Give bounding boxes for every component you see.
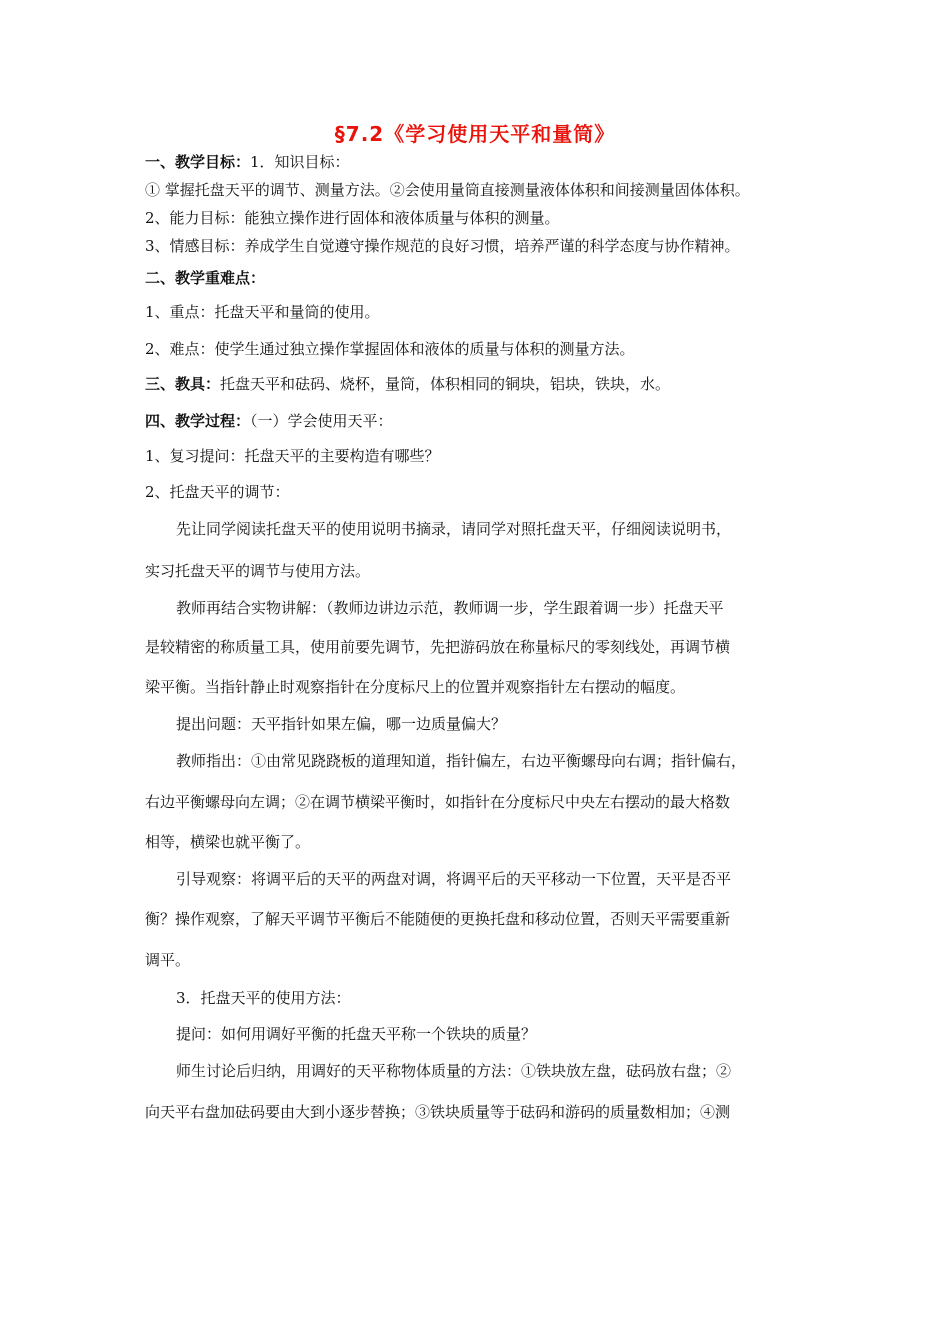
section-heading-goals	[145, 152, 350, 172]
text-line: 3．托盘天平的使用方法：	[176, 989, 351, 1007]
text-line: 引导观察：将调平后的天平的两盘对调，将调平后的天平移动一下位置，天平是否平	[176, 870, 732, 888]
heading-label: 一、教学目标：	[145, 153, 251, 171]
text-line: 2、托盘天平的调节：	[145, 483, 290, 501]
text-line: 师生讨论后归纳，用调好的天平称物体质量的方法：①铁块放左盘，砝码放右盘；②	[176, 1062, 732, 1080]
text-line: 相等，横梁也就平衡了。	[145, 833, 311, 851]
text-line: 提出问题：天平指针如果左偏，哪一边质量偏大？	[176, 715, 507, 733]
section-heading-process	[145, 411, 393, 431]
text-line: 是较精密的称质量工具，使用前要先调节，先把游码放在称量标尺的零刻线处，再调节横	[145, 638, 731, 656]
section-heading-key-points: 二、教学重难点：	[145, 269, 266, 287]
text-line: 右边平衡螺母向左调；②在调节横梁平衡时，如指针在分度标尺中央左右摆动的最大格数	[145, 793, 731, 811]
text-line: 教师再结合实物讲解：（教师边讲边示范，教师调一步，学生跟着调一步）托盘天平	[176, 599, 724, 617]
text-line: 向天平右盘加砝码要由大到小逐步替换；③铁块质量等于砝码和游码的质量数相加；④测	[145, 1103, 731, 1121]
text-line: 先让同学阅读托盘天平的使用说明书摘录，请同学对照托盘天平，仔细阅读说明书，	[176, 520, 732, 538]
heading-rest: 托盘天平和砝码、烧杯，量筒，体积相同的铜块，铝块，铁块，水。	[220, 375, 671, 393]
heading-rest: （一）学会使用天平：	[250, 412, 393, 430]
text-line: 提问：如何用调好平衡的托盘天平称一个铁块的质量？	[176, 1025, 537, 1043]
text-line: 教师指出：①由常见跷跷板的道理知道，指针偏左，右边平衡螺母向右调；指针偏右，	[176, 752, 747, 770]
section-heading-equipment	[145, 374, 670, 394]
text-line: 2、难点：使学生通过独立操作掌握固体和液体的质量与体积的测量方法。	[145, 340, 635, 358]
text-line: 1、重点：托盘天平和量筒的使用。	[145, 303, 380, 321]
text-line: 1、复习提问：托盘天平的主要构造有哪些？	[145, 447, 440, 465]
text-line: 调平。	[145, 951, 191, 969]
text-line: 3、情感目标：养成学生自觉遵守操作规范的良好习惯，培养严谨的科学态度与协作精神。	[145, 237, 740, 255]
text-line: 梁平衡。当指针静止时观察指针在分度标尺上的位置并观察指针左右摆动的幅度。	[145, 678, 686, 696]
heading-label: 三、教具：	[145, 375, 221, 393]
text-line: 衡？操作观察，了解天平调节平衡后不能随便的更换托盘和移动位置，否则天平需要重新	[145, 910, 731, 928]
page-title: §7.2《学习使用天平和量筒》	[334, 122, 616, 146]
text-line: 实习托盘天平的调节与使用方法。	[145, 562, 371, 580]
text-line: 2、能力目标：能独立操作进行固体和液体质量与体积的测量。	[145, 209, 560, 227]
heading-label: 四、教学过程：	[145, 412, 251, 430]
heading-rest: 1．知识目标：	[250, 153, 350, 171]
text-line: ① 掌握托盘天平的调节、测量方法。②会使用量筒直接测量液体体积和间接测量固体体积。	[145, 181, 750, 199]
